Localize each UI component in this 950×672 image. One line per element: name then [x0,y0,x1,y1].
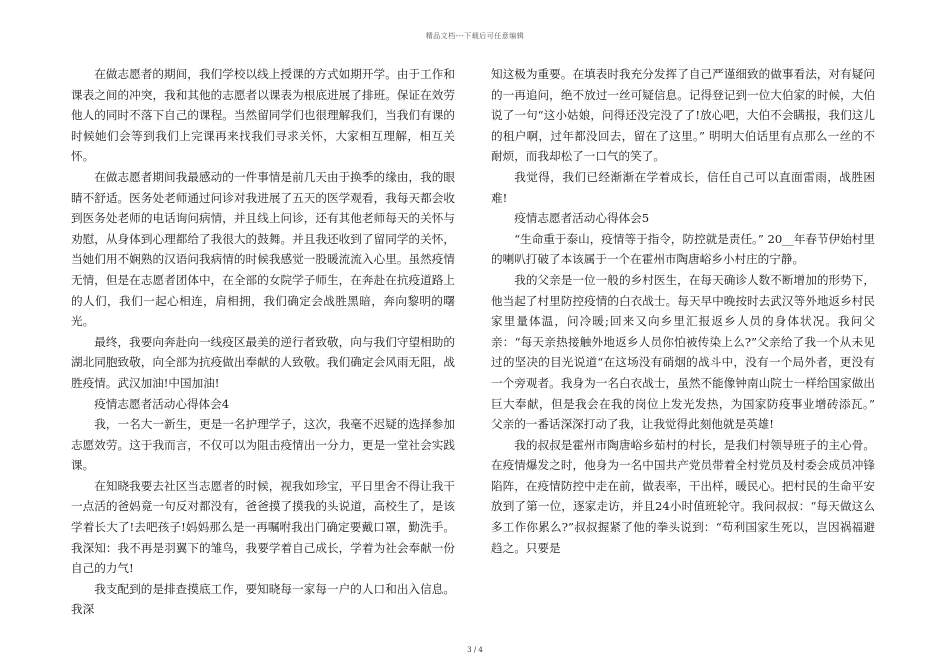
section-heading: 疫情志愿者活动心得体会4 [94,396,230,411]
page-number: 3 / 4 [467,646,483,654]
paragraph: 我，一名大一新生，更是一名护理学子，这次，我毫不迟疑的选择参加志愿效劳。这于我而言，不仅可以为阻击疫情出一分力，更是一堂社会实践课。 [71,417,455,473]
paragraph: 我支配到的是排查摸底工作，要知晓每一家每一户的人口和出入信息。我深 [71,581,455,617]
paragraph: “生命重于泰山，疫情等于指令，防控就是责任。” 20__年春节伊始村里的喇叭打破了本该属于一个在霍州市陶唐峪乡小村庄的宁静。 [491,231,875,267]
paragraph: 在做志愿者的期间，我们学校以线上授课的方式如期开学。由于工作和课表之间的冲突，我和其他的志愿者以课表为根底进展了排班。保证在效劳他人的同时不落下自己的课程。当然留同学们也很理解我们，当我们有课的时候她们会等到我们上完课再来找我们寻求关怀，大家相互理解，相互关怀。 [71,67,455,164]
right-column [491,64,875,558]
paragraph: 最终，我要向奔赴向一线疫区最美的逆行者致敬，向与我们守望相助的湖北同胞致敬，向全部为抗疫做出奉献的人致敬。我们确定会风雨无阻，战胜疫情。武汉加油!中国加油! [71,334,455,390]
paragraph: 我的叔叔是霍州市陶唐峪乡茹村的村长，是我们村领导班子的主心骨。在疫情爆发之时，他身为一名中国共产党员带着全村党员及村委会成员冲锋陷阵，在疫情防控中走在前，做表率，干出样，暖民心。把村民的生命平安放到了第一位，逐家走访，并且24小时值班轮守。我问叔叔：“每天做这么多工作你累么?”叔叔握紧了他的拳头说到：“苟利国家生死以，岂因祸福避趋之。只要是 [491,437,875,555]
left-column [71,64,455,620]
section-heading: 疫情志愿者活动心得体会5 [514,211,650,226]
paragraph: 在知晓我要去社区当志愿者的时候，视我如珍宝，平日里舍不得让我干一点活的爸妈竟一句反对都没有，爸爸摸了摸我的头说道，高校生了，是该学着长大了!去吧孩子!妈妈那么是一再嘱咐我出门确定要戴口罩，勤洗手。我深知：我不再是羽翼下的雏鸟，我要学着自己成长，学着为社会奉献一份自己的力气! [71,478,455,576]
paragraph-continued: 知这极为重要。在填表时我充分发挥了自己严谨细致的做事看法，对有疑问的一再追问，绝不放过一丝可疑信息。记得登记到一位大伯家的时候，大伯说了一句“这小姑娘，问得还没完没了了!放心吧，大伯不会瞒报，我们这儿的租户啊，过年都没回去，留在了这里。” 明明大伯话里有点那么一丝的不耐烦，而我却松了一口气的笑了。 [491,67,875,164]
paragraph: 在做志愿者期间我最感动的一件事情是前几天由于换季的缘由，我的眼睛不舒适。医务处老师通过问诊对我进展了五天的医学观看，我每天都会收到医务处老师的电话询问病情，并且线上问诊，还有其他老师每天的关怀与劝慰，从身体到心理都给了我很大的鼓舞。并且我还收到了留同学的关怀，当她们用不娴熟的汉语问我病情的时候我感觉一股暖流流入心里。虽然疫情无情，但是在志愿者团体中，在全部的女院学子师生，在奔赴在抗疫道路上的人们，我们一起心相连，肩相拥，我们确定会战胜黑暗，奔向黎明的曙光。 [71,169,455,329]
paragraph: 我觉得，我们已经渐渐在学着成长，信任自己可以直面雷雨，战胜困难! [491,169,875,205]
paragraph: 我的父亲是一位一般的乡村医生，在每天确诊人数不断增加的形势下，他当起了村里防控疫情的白衣战士。每天早中晚按时去武汉等外地返乡村民家里量体温，问冷暖;回来又向乡里汇报返乡人员的身体状况。我问父亲：“每天亲热接触外地返乡人员你怕被传染上么?”父亲给了我一个从未见过的坚决的目光说道“在这场没有硝烟的战斗中，没有一个局外者，更没有一个旁观者。我身为一名白衣战士，虽然不能像钟南山院士一样给国家做出巨大奉献，但是我会在我的岗位上发光发热，为国家防疫事业增砖添瓦。” 父亲的一番话深深打动了我，让我觉得此刻他就是英雄! [491,272,875,432]
page-header: 精品文档---下载后可任意编辑 [425,32,525,40]
